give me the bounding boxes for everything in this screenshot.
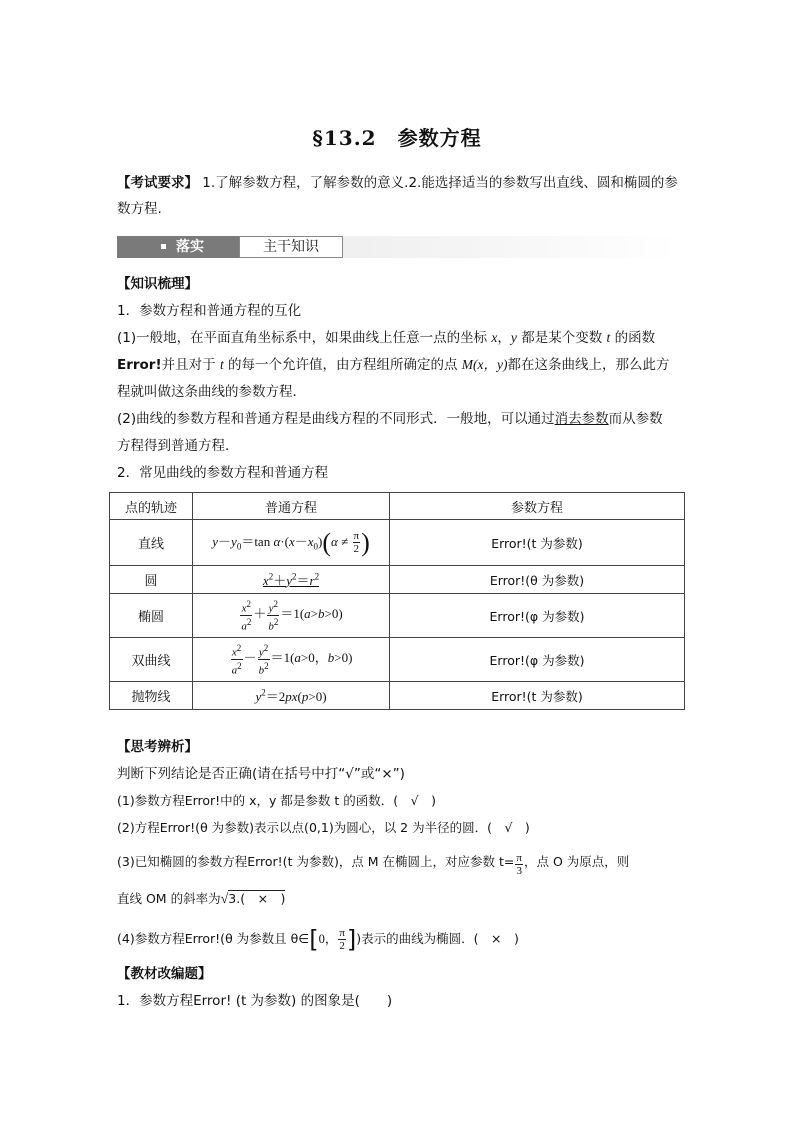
square-bullet-icon [161,244,166,249]
section-tag-dark-label: 落实 [176,239,204,255]
section-tag-light: 主干知识 [239,236,343,258]
thinking-q1: (1)参数方程Error!中的 x，y 都是参数 t 的函数．( √ ) [117,793,436,808]
curves-table [109,492,685,710]
table-row [110,594,685,638]
table-cell-ordinary-parabola: $y^2=2px(p>0)$ [193,682,390,710]
table-cell-name: 圆 [110,566,193,594]
thinking-q2: (2)方程Error!(θ 为参数)表示以点(0,1)为圆心，以 2 为半径的圆．( √ ) [117,820,530,835]
table-row [110,682,685,710]
knowledge-heading-1: 1．参数方程和普通方程的互化 [117,303,302,319]
table-header: 参数方程 [390,493,685,520]
table-cell-ordinary-hyperbola: $\frac{x^2}{a^2}$ － $\frac{y^2}{b^2}$ ＝1(a>0，b>0) [193,638,390,682]
table-cell-param: Error!(t 为参数) [390,520,685,566]
table-cell-ordinary-ellipse: $\frac{x^2}{a^2}$ ＋ $\frac{y^2}{b^2}$ ＝1(a>b>0) [193,594,390,638]
table-cell-name: 抛物线 [110,682,193,710]
table-cell-param: Error!(φ 为参数) [390,594,685,638]
page-title: §13.2 参数方程 [312,126,482,150]
table-header: 点的轨迹 [110,493,193,520]
table-header-row [110,493,685,520]
table-cell-param: Error!(θ 为参数) [390,566,685,594]
pi-over-3-fraction: $\frac{\pi}{3}$ [516,852,522,877]
knowledge-label: 【知识梳理】 [117,276,198,292]
table-cell-name: 双曲线 [110,638,193,682]
textbook-q1: 1．参数方程Error! (t 为参数) 的图象是( ) [117,993,393,1009]
table-row [110,566,685,594]
table-header: 普通方程 [193,493,390,520]
table-cell-param: Error!(φ 为参数) [390,638,685,682]
requirements-label: 【考试要求】 [117,175,198,191]
knowledge-para-3: 程就叫做这条曲线的参数方程． [117,384,306,400]
requirements-text-1: 1.了解参数方程，了解参数的意义.2.能选择适当的参数写出直线、圆和椭圆的参 [198,175,678,191]
table-cell-name: 椭圆 [110,594,193,638]
table-cell-name: 直线 [110,520,193,566]
requirements-text-2: 数方程. [117,201,162,217]
sqrt-icon: √ [220,892,229,907]
table-row [110,520,685,566]
section-tag-dark [117,236,239,258]
table-cell-ordinary-circle: $x^2+y^2=r^2$ [193,566,390,594]
textbook-label: 【教材改编题】 [117,966,212,982]
thinking-label: 【思考辨析】 [117,739,198,755]
thinking-q4: (4)参数方程Error!(θ 为参数且 θ∈[0， $\frac{\pi}{2}$ ])表示的曲线为椭圆．( × ) [117,925,519,954]
thinking-intro: 判断下列结论是否正确(请在括号中打“√”或“×”) [117,766,405,782]
knowledge-para-5: 方程得到普通方程． [117,438,239,454]
knowledge-para-2: Error!并且对于 t 的每一个允许值，由方程组所确定的点 M(x，y)都在这条曲线上，那么此方 [117,357,670,373]
requirements-line-1 [117,174,678,192]
knowledge-heading-2: 2．常见曲线的参数方程和普通方程 [117,465,329,481]
table-row [110,638,685,682]
knowledge-para-1: (1)一般地，在平面直角坐标系中，如果曲线上任意一点的坐标 x，y 都是某个变数 t 的函数 [117,330,656,346]
table-cell-ordinary-line: $y-y_0=\tan$ $\alpha\cdot(x-x_0)(\alpha$ ≠ $\frac{\pi}{2}$ ) [193,520,390,566]
knowledge-para-4: (2)曲线的参数方程和普通方程是曲线方程的不同形式．一般地，可以通过消去参数而从参数 [117,411,663,427]
thinking-q3-line1: (3)已知椭圆的参数方程Error!(t 为参数)，点 M 在椭圆上，对应参数 t= $\frac{\pi}{3}$ ，点 O 为原点，则 [117,852,630,877]
table-cell-param: Error!(t 为参数) [390,682,685,710]
thinking-q3-line2: 直线 OM 的斜率为√3.( × ) [117,891,286,907]
